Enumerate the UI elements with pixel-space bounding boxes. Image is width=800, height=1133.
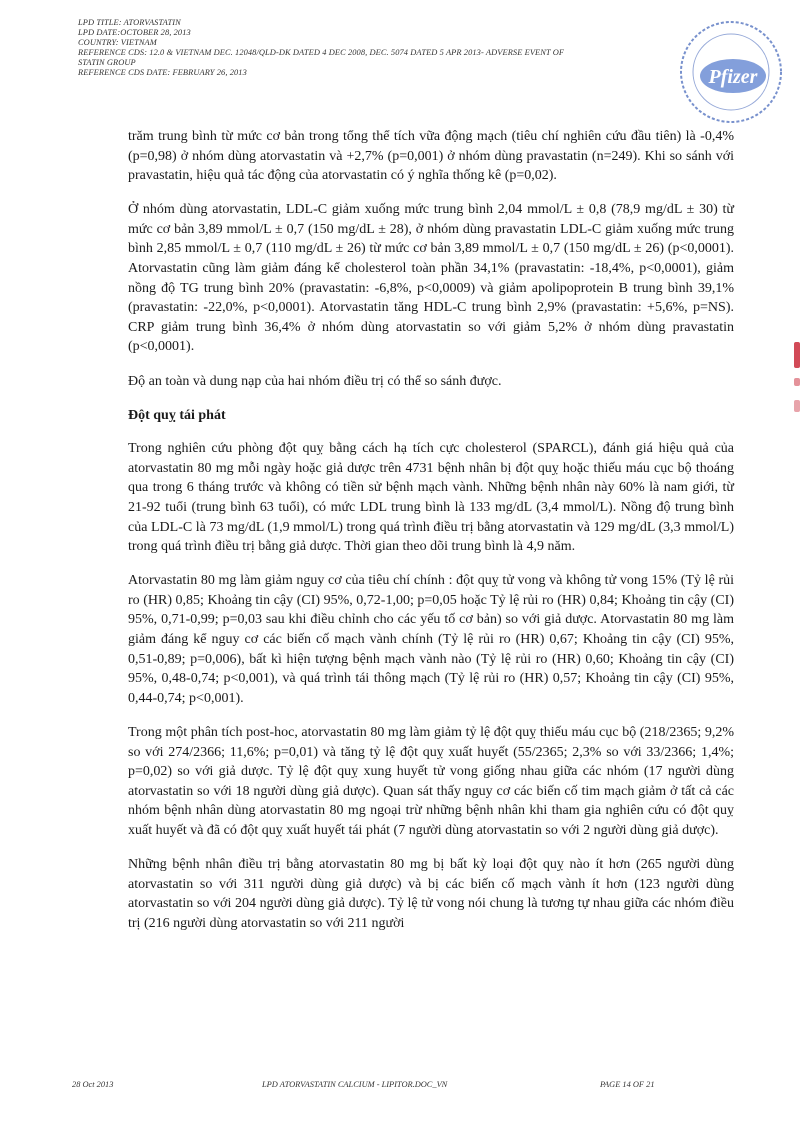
scan-mark xyxy=(794,342,800,368)
section-heading-recurrent-stroke: Đột quỵ tái phát xyxy=(128,407,226,423)
scan-mark xyxy=(794,400,800,412)
paragraph-stroke-counts: Những bệnh nhân điều trị bằng atorvastatin 80 mg bị bất kỳ loại đột quỵ nào ít hơn (265 người dùng atorvastatin so với 311 người dùng giả dược) và bị các biến cố mạch vành ít hơn (123 người dùng atorvastatin so với 204 người dùng giả dược). Tỷ lệ tử vong nói chung là tương tự nhau giữa các nhóm điều trị (216 người dùng atorvastatin so với 211 người xyxy=(128,857,734,931)
document-footer xyxy=(72,1080,692,1094)
document-body xyxy=(128,127,734,948)
paragraph-primary-endpoint: Atorvastatin 80 mg làm giảm nguy cơ của tiêu chí chính : đột quỵ tử vong và không tử vong 15% (Tỷ lệ rủi ro (HR) 0,85; Khoảng tin cậy (CI) 95%, 0,72-1,00; p=0,05 hoặc Tỷ lệ rủi ro (HR) 0,84; Khoảng tin cậy (CI) 95%, 0,71-0,99; p=0,03 sau khi điều chỉnh cho các yếu tố cơ bản) so với giả dược. Atorvastatin 80 mg làm giảm đáng kể nguy cơ các biến cố mạch vành chính (Tỷ lệ rủi ro (HR) 0,67; Khoảng tin cậy (CI) 95%, 0,51-0,89; p=0,006), bất kì hiện tượng bệnh mạch vành nào (Tỷ lệ rủi ro (HR) 0,60; Khoảng tin cậy (CI) 95%, 0,48-0,74; p<0,001), và quá trình tái thông mạch (Tỷ lệ rủi ro (HR) 0,57; Khoảng tin cậy (CI) 95%, 0,44-0,74; p<0,001). xyxy=(128,573,734,706)
header-reference: REFERENCE CDS: 12.0 & VIETNAM DEC. 12048/QLD-DK DATED 4 DEC 2008, DEC. 5074 DATED 5 APR 2013- ADVERSE EVENT OF xyxy=(78,48,565,57)
paragraph-sparcl: Trong nghiên cứu phòng đột quỵ bằng cách hạ tích cực cholesterol (SPARCL), đánh giá hiệu quả của atorvastatin 80 mg mỗi ngày hoặc giả dược trên 4731 bệnh nhân bị đột quỵ hoặc thiếu máu cục bộ thoáng qua trong 6 tháng trước và không có tiền sử bệnh mạch vành. Những bệnh nhân này 60% là nam giới, từ 21-92 tuổi (trung bình 63 tuổi), có mức LDL trung bình là 133 mg/dL (3,4 mmol/L). Nồng độ trung bình của LDL-C là 73 mg/dL (1,9 mmol/L) trong quá trình điều trị bằng atorvastatin và 129 mg/dL (3,3 mmol/L) trong quá trình điều trị bằng giả dược. Thời gian theo dõi trung bình là 4,9 năm. xyxy=(128,441,734,555)
paragraph-post-hoc: Trong một phân tích post-hoc, atorvastatin 80 mg làm giảm tỷ lệ đột quỵ thiếu máu cục bộ (218/2365; 9,2% so với 274/2366; 11,6%; p=0,01) và tăng tỷ lệ đột quỵ xuất huyết (55/2365; 2,3% so với 33/2366; 1,4%; p=0,02) so với giả dược. Tỷ lệ đột quỵ xung huyết tử vong giống nhau giữa các nhóm (17 người dùng atorvastatin so với 18 người dùng giả dược). Quan sát thấy nguy cơ các biến cố tim mạch giảm ở tất cả các nhóm bệnh nhân dùng atorvastatin 80 mg ngoại trừ những bệnh nhân khi tham gia nghiên cứu có đột quỵ xuất huyết và đã có đột quỵ xuất huyết tái phát (7 người dùng atorvastatin so với 2 người dùng giả dược). xyxy=(128,724,734,838)
header-reference-cont: STATIN GROUP xyxy=(78,58,136,67)
footer-date: 28 Oct 2013 xyxy=(72,1080,114,1089)
paragraph-ldl-results: Ở nhóm dùng atorvastatin, LDL-C giảm xuống mức trung bình 2,04 mmol/L ± 0,8 (78,9 mg/dL ± 30) từ mức cơ bản 3,89 mmol/L ± 0,7 (150 mg/dL ± 28), ở nhóm dùng pravastatin LDL-C giảm xuống mức trung bình 2,85 mmol/L ± 0,7 (110 mg/dL ± 26) từ mức cơ bản 3,89 mmol/L ± 0,7 (150 mg/dL ± 26) (p<0,0001). Atorvastatin cũng làm giảm đáng kể cholesterol toàn phần 34,1% (pravastatin: -18,4%, p<0,0001), giảm nồng độ TG trung bình 20% (pravastatin: -6,8%, p<0,0009) và giảm apolipoprotein B trung bình 39,1% (pravastatin: -22,0%, p<0,0001). Atorvastatin tăng HDL-C trung bình 2,9% (pravastatin: +5,6%, p=NS). CRP giảm trung bình 36,4% ở nhóm dùng atorvastatin so với giảm 5,2% ở nhóm dùng pravastatin (p<0,0001). xyxy=(128,202,734,355)
pfizer-stamp-icon xyxy=(663,10,788,130)
scan-mark xyxy=(794,378,800,386)
footer-document-name: LPD ATORVASTATIN CALCIUM - LIPITOR.DOC_VN xyxy=(262,1080,448,1089)
header-reference-date: REFERENCE CDS DATE: FEBRUARY 26, 2013 xyxy=(78,68,247,77)
header-country: COUNTRY: VIETNAM xyxy=(78,38,157,47)
header-date: LPD DATE:OCTOBER 28, 2013 xyxy=(78,28,191,37)
paragraph-safety: Độ an toàn và dung nạp của hai nhóm điều trị có thể so sánh được. xyxy=(128,373,502,389)
paragraph-continuation: trăm trung bình từ mức cơ bản trong tổng thể tích vữa động mạch (tiêu chí nghiên cứu đầu tiên) là -0,4% (p=0,98) ở nhóm dùng atorvastatin và +2,7% (p=0,001) ở nhóm dùng pravastatin (n=249). Khi so sánh với pravastatin, hiệu quả tác động của atorvastatin có ý nghĩa thống kê (p=0,02). xyxy=(128,129,734,184)
stamp-logo-text: Pfizer xyxy=(708,66,758,88)
footer-page-number: PAGE 14 OF 21 xyxy=(600,1080,655,1089)
header-title: LPD TITLE: ATORVASTATIN xyxy=(78,18,181,27)
document-header xyxy=(78,18,738,78)
